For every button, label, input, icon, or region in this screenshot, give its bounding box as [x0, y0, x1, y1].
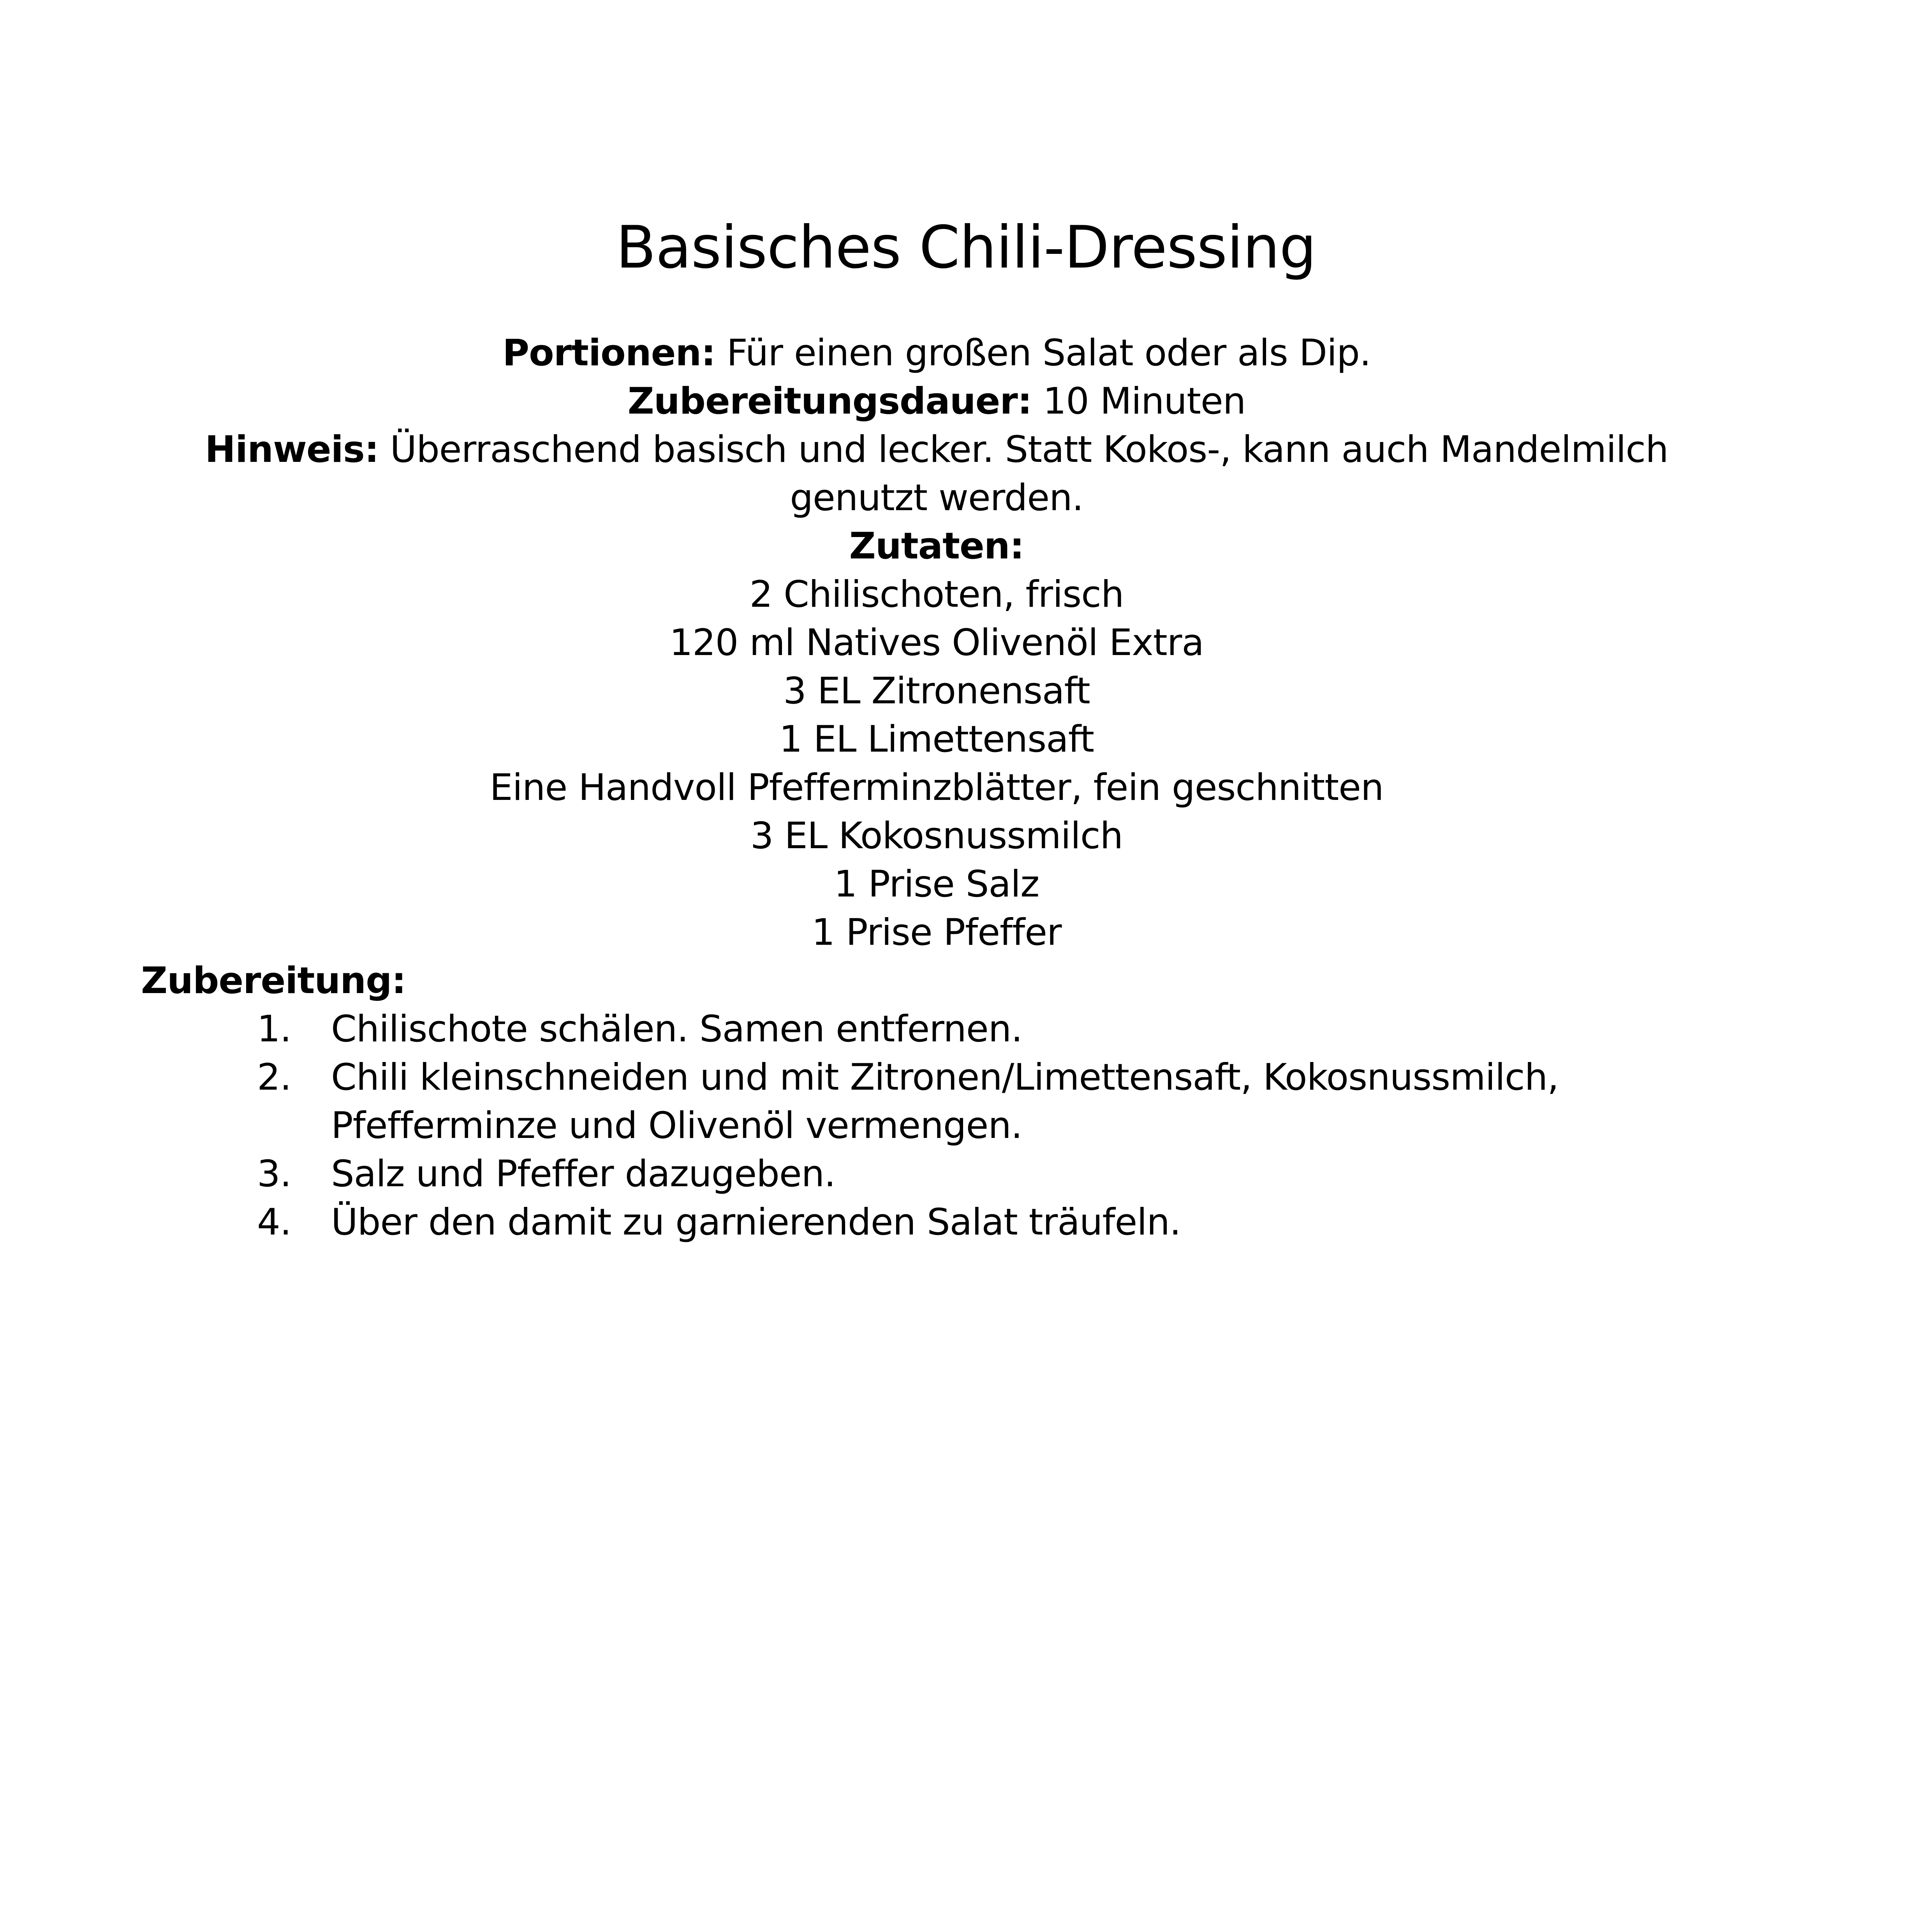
step-number: 1.: [257, 1008, 291, 1050]
preparation-steps: [257, 1005, 1717, 1247]
recipe-meta: [148, 329, 1725, 957]
ingredient-item: 3 EL Kokosnussmilch: [750, 815, 1123, 857]
ingredient-item: Eine Handvoll Pfefferminzblätter, fein geschnitten: [490, 766, 1384, 809]
step-item: [257, 1150, 1717, 1198]
note-line: [148, 426, 1725, 522]
step-item: [257, 1053, 1717, 1150]
ingredient-item: 3 EL Zitronensaft: [783, 670, 1090, 712]
step-item: [257, 1005, 1717, 1053]
duration-line: [148, 377, 1725, 426]
page-title: Basisches Chili-Dressing: [616, 213, 1316, 282]
step-text: Über den damit zu garnierenden Salat träufeln.: [331, 1201, 1181, 1243]
step-item: [257, 1198, 1717, 1247]
portions-label: Portionen:: [502, 332, 715, 374]
step-number: 4.: [257, 1201, 291, 1243]
ingredient-item: 1 EL Limettensaft: [779, 718, 1094, 761]
step-number: 2.: [257, 1056, 291, 1099]
step-number: 3.: [257, 1153, 291, 1195]
duration-label: Zubereitungsdauer:: [627, 380, 1032, 423]
ingredient-item: 1 Prise Pfeffer: [812, 911, 1062, 954]
ingredient-item: 2 Chilischoten, frisch: [749, 573, 1124, 616]
ingredient-item: 120 ml Natives Olivenöl Extra: [669, 622, 1204, 664]
preparation-heading: Zubereitung:: [141, 960, 406, 1002]
ingredients-heading: [148, 522, 1725, 571]
step-text: Chilischote schälen. Samen entfernen.: [331, 1008, 1023, 1050]
ingredients-heading-label: Zutaten:: [849, 525, 1024, 567]
ingredient-item: 1 Prise Salz: [834, 863, 1039, 905]
step-text: Salz und Pfeffer dazugeben.: [331, 1153, 836, 1195]
ingredients-list: [148, 571, 1725, 957]
note-label: Hinweis:: [205, 428, 379, 471]
portions-value: Für einen großen Salat oder als Dip.: [715, 332, 1371, 374]
duration-value: 10 Minuten: [1032, 380, 1246, 423]
step-text: Chili kleinschneiden und mit Zitronen/Limettensaft, Kokosnussmilch, Pfefferminze und Olivenöl vermengen.: [331, 1056, 1559, 1147]
portions-line: [148, 329, 1725, 377]
note-value: Überraschend basisch und lecker. Statt Kokos-, kann auch Mandelmilch genutzt werden.: [379, 428, 1668, 519]
